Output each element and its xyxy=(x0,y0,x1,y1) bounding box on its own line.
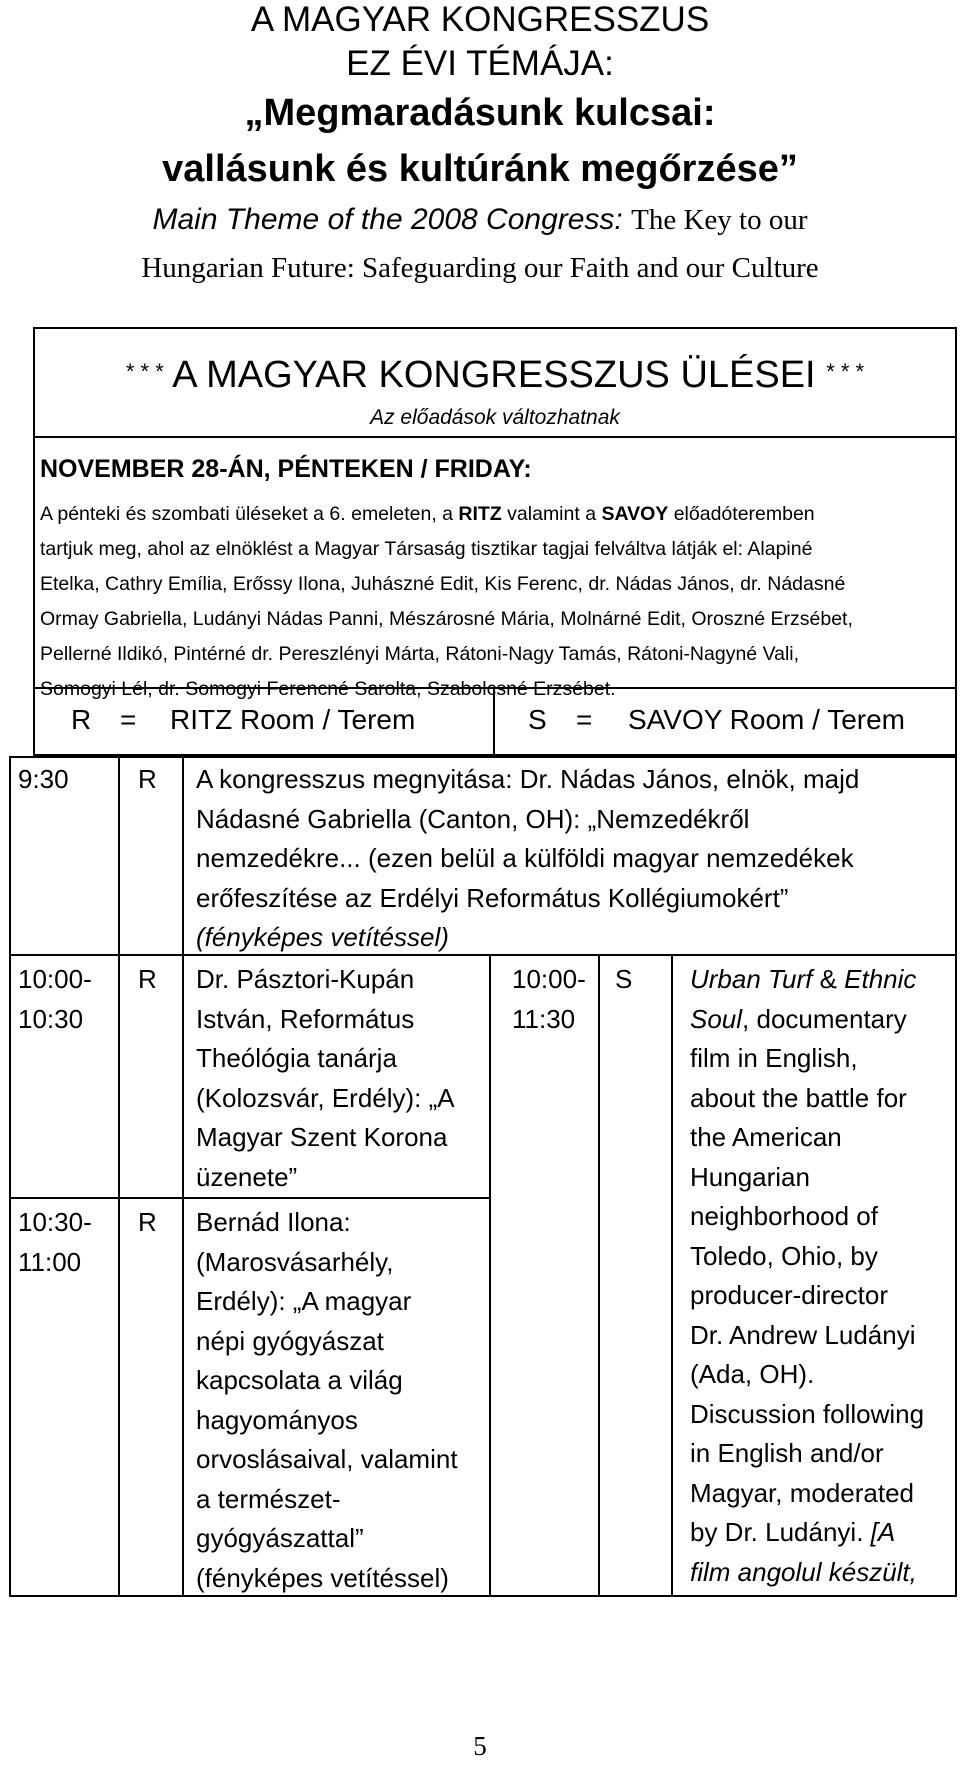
english-theme-suffix: The Key to our xyxy=(631,204,808,236)
col-divider-mid xyxy=(489,954,491,1597)
ritz-room-name: RITZ Room / Terem xyxy=(170,704,416,735)
intro-paragraph xyxy=(40,497,853,707)
intro-line-3: Etelka, Cathry Emília, Erőssy Ilona, Juhászné Edit, Kis Ferenc, dr. Nádas János, dr. Nádasné xyxy=(40,573,846,595)
sessions-title-text: A MAGYAR KONGRESSZUS ÜLÉSEI xyxy=(172,354,816,396)
savoy-room: S xyxy=(615,964,633,994)
day-heading: NOVEMBER 28-ÁN, PÉNTEKEN / FRIDAY: xyxy=(40,455,532,483)
intro-line-1: A pénteki és szombati üléseket a 6. emeleten, a RITZ valamint a SAVOY előadóteremben xyxy=(40,503,815,525)
row3-time: 10:30- 11:00 xyxy=(18,1207,92,1277)
english-theme-prefix: Main Theme of the 2008 Congress: xyxy=(152,203,623,236)
ritz-room-code: R xyxy=(71,704,92,735)
stars-right: * * * xyxy=(826,359,865,384)
english-theme-line-2: Hungarian Future: Safeguarding our Faith and our Culture xyxy=(141,252,819,284)
savoy-film: Urban Turf & Ethnic Soul, documentary film in English, about the battle for the American Hungarian neighborhood of Toledo, Ohio, by producer-director Dr. Andrew Ludányi (Ada, OH). Discussion following in English and/or Magyar, moderated by Dr. Ludányi. [A film angolul készült, xyxy=(690,964,925,1587)
col-right-border xyxy=(955,756,957,1597)
english-theme-line-1 xyxy=(0,202,960,238)
savoy-time: 10:00- 11:30 xyxy=(512,964,586,1034)
col-divider-room xyxy=(182,756,184,1597)
table-top-border xyxy=(9,756,957,758)
row2-time: 10:00- 10:30 xyxy=(18,964,92,1034)
change-note-text: Az előadások változhatnak xyxy=(370,406,620,429)
sessions-title xyxy=(33,348,957,399)
col-left-border xyxy=(9,756,11,1597)
ritz-label: RITZ xyxy=(458,503,502,525)
savoy-room-code: S xyxy=(528,704,547,735)
intro-line-5: Pellerné Ildikó, Pintérné dr. Pereszlényi Márta, Rátoni-Nagy Tamás, Rátoni-Nagyné Vali, xyxy=(40,643,800,665)
col-divider-room-s xyxy=(671,954,673,1597)
header-line-2: EZ ÉVI TÉMÁJA: xyxy=(346,44,614,83)
row1-time: 9:30 xyxy=(18,764,69,794)
col-divider-time xyxy=(118,756,120,1597)
savoy-room-equals: = xyxy=(576,704,593,735)
stars-left: * * * xyxy=(125,359,164,384)
theme-title-line-2: vallásunk és kultúránk megőrzése” xyxy=(162,148,798,190)
change-note xyxy=(33,404,957,432)
intro-line-6: Somogyi Lél, dr. Somogyi Ferencné Sarolta, Szabolcsné Erzsébet. xyxy=(40,678,616,700)
row1-talk: A kongresszus megnyitása: Dr. Nádas János, elnök, majd Nádasné Gabriella (Canton, OH): „Nemzedékről nemzedékre... (ezen belül a külföldi magyar nemzedékek erőfeszítése az Erdélyi Református Kollégiumokért” (fényképes vetítéssel) xyxy=(196,764,860,952)
row3-talk: Bernád Ilona: (Marosvásarhély, Erdély): „A magyar népi gyógyászat kapcsolata a világ hagyományos orvoslásaival, valamint a természet- gyógyászattal” (fényképes vetítéssel) xyxy=(196,1207,458,1593)
savoy-label: SAVOY xyxy=(601,503,669,525)
table-bottom-border xyxy=(9,1595,957,1597)
row3-room: R xyxy=(138,1207,157,1237)
col-divider-time-s xyxy=(598,954,600,1597)
row1-room: R xyxy=(138,764,157,794)
ritz-room-equals: = xyxy=(120,704,137,735)
box-divider-title xyxy=(35,436,955,438)
intro-line-2: tartjuk meg, ahol az elnöklést a Magyar Társaság tisztikar tagjai felváltva látják el: Alapiné xyxy=(40,538,813,560)
row-divider-2 xyxy=(9,1197,491,1199)
row2-room: R xyxy=(138,964,157,994)
intro-line-4: Ormay Gabriella, Ludányi Nádas Panni, Mészárosné Mária, Molnárné Edit, Oroszné Erzsébet, xyxy=(40,608,853,630)
page-number: 5 xyxy=(473,1731,487,1761)
savoy-room-name: SAVOY Room / Terem xyxy=(628,704,905,735)
header-line-1: A MAGYAR KONGRESSZUS xyxy=(250,0,710,39)
row2-talk: Dr. Pásztori-Kupán István, Református Theólógia tanárja (Kolozsvár, Erdély): „A Magyar Szent Korona üzenete” xyxy=(196,964,455,1192)
theme-title-line-1: „Megmaradásunk kulcsai: xyxy=(244,92,716,134)
